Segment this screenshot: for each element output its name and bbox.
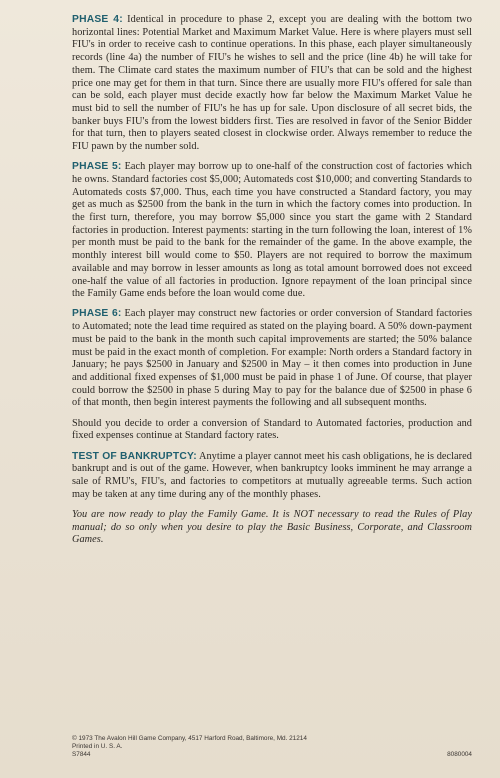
page-footer	[72, 735, 472, 759]
phase-4-heading: PHASE 4:	[72, 14, 123, 25]
phase-6-text: Each player may construct new factories or order conversion of Standard factories to Automated; note the lead time required as stated on the playing board. A 50% down-payment must be paid to the bank in the month such capital improvements are started; the 50% balance must be paid in the exact month of completion. For example: North orders a Standard factory in January; he pays $2500 in January and $2500 in May – it then comes into production in June and additional fixed expenses of $1,000 must be paid in phase 1 of June. Of course, that player could borrow the $2500 in phase 5 during May to pay for the balance due of $2500 in phase 6 of that month, then begin interest payments the following and all subsequent months.	[72, 308, 472, 409]
phase-5-heading: PHASE 5:	[72, 161, 122, 173]
printed-line: Printed in U. S. A.	[72, 743, 123, 750]
phase-5-text: Each player may borrow up to one-half of the construction cost of factories which he owns. Standard factories cost $5,000; Automateds cost $10,000; and converting Standards to Automateds costs $7,000. Thus, each time you have constructed a Standard factory, you may get as much as $2500 from the bank in the turn in which the factory comes into production. In the first turn, therefore, you may borrow $5,000 since you start the game with 2 Standard factories in production. Interest payments: starting in the turn following the loan, interest of 1% per month must be paid to the bank for the remainder of the game. In the above example, the monthly interest bill would come to $50. Players are not required to borrow the maximum available and may borrow in lesser amounts as long as total amount borrowed does not exceed one-half the value of all factories in production. Ignore repayment of the loan principal since the Family Game ends before the loan would come due.	[72, 161, 472, 300]
footer-code-right: 8080004	[447, 751, 472, 758]
phase-4-paragraph	[72, 14, 472, 154]
copyright-line: © 1973 The Avalon Hill Game Company, 4517 Harford Road, Baltimore, Md. 21214	[72, 735, 307, 742]
footer-code-left: S7844	[72, 751, 91, 758]
phase-4-text: Identical in procedure to phase 2, except you are dealing with the bottom two horizontal lines: Potential Market and Maximum Market Value. Here is where players must sell FIU's in order to receive cash to continue operations. In this phase, each player simultaneously records (line 4a) the number of FIU's he wishes to sell and the price (line 4b) he will take for them. The Climate card states the maximum number of FIU's that can be sold and the highest price one may get for them in that turn. Since there are usually more FIU's offered for sale than can be sold, each player must decide exactly how far below the Maximum Market Value he must bid to sell the number of FIU's he has up for sale. Upon disclosure of all secret bids, the banker buys FIU's from the lowest bidders first. Ties are resolved in favor of the Senior Bidder for that turn, then to players seated closest in clockwise order. Always remember to reduce the FIU pawn by the number sold.	[72, 14, 472, 153]
bankruptcy-heading: TEST OF BANKRUPTCY:	[72, 450, 197, 462]
footer-codes	[72, 751, 472, 759]
conversion-note: Should you decide to order a conversion of Standard to Automated factories, production and fixed expenses continue at Standard factory rates.	[72, 417, 472, 442]
closing-note: You are now ready to play the Family Game. It is NOT necessary to read the Rules of Play manual; do so only when you desire to play the Basic Business, Corporate, and Classroom Games.	[72, 508, 472, 546]
phase-5-paragraph	[72, 161, 472, 301]
bankruptcy-paragraph	[72, 451, 472, 502]
phase-6-heading: PHASE 6:	[72, 308, 122, 320]
bankruptcy-text: Anytime a player cannot meet his cash obligations, he is declared bankrupt and is out of the game. However, when bankruptcy looks imminent he may arrange a sale of RMU's, FIU's, and factories to competitors at mutually agreeable terms. Such action may be taken at any time during any of the monthly phases.	[72, 450, 472, 500]
phase-6-paragraph	[72, 308, 472, 410]
